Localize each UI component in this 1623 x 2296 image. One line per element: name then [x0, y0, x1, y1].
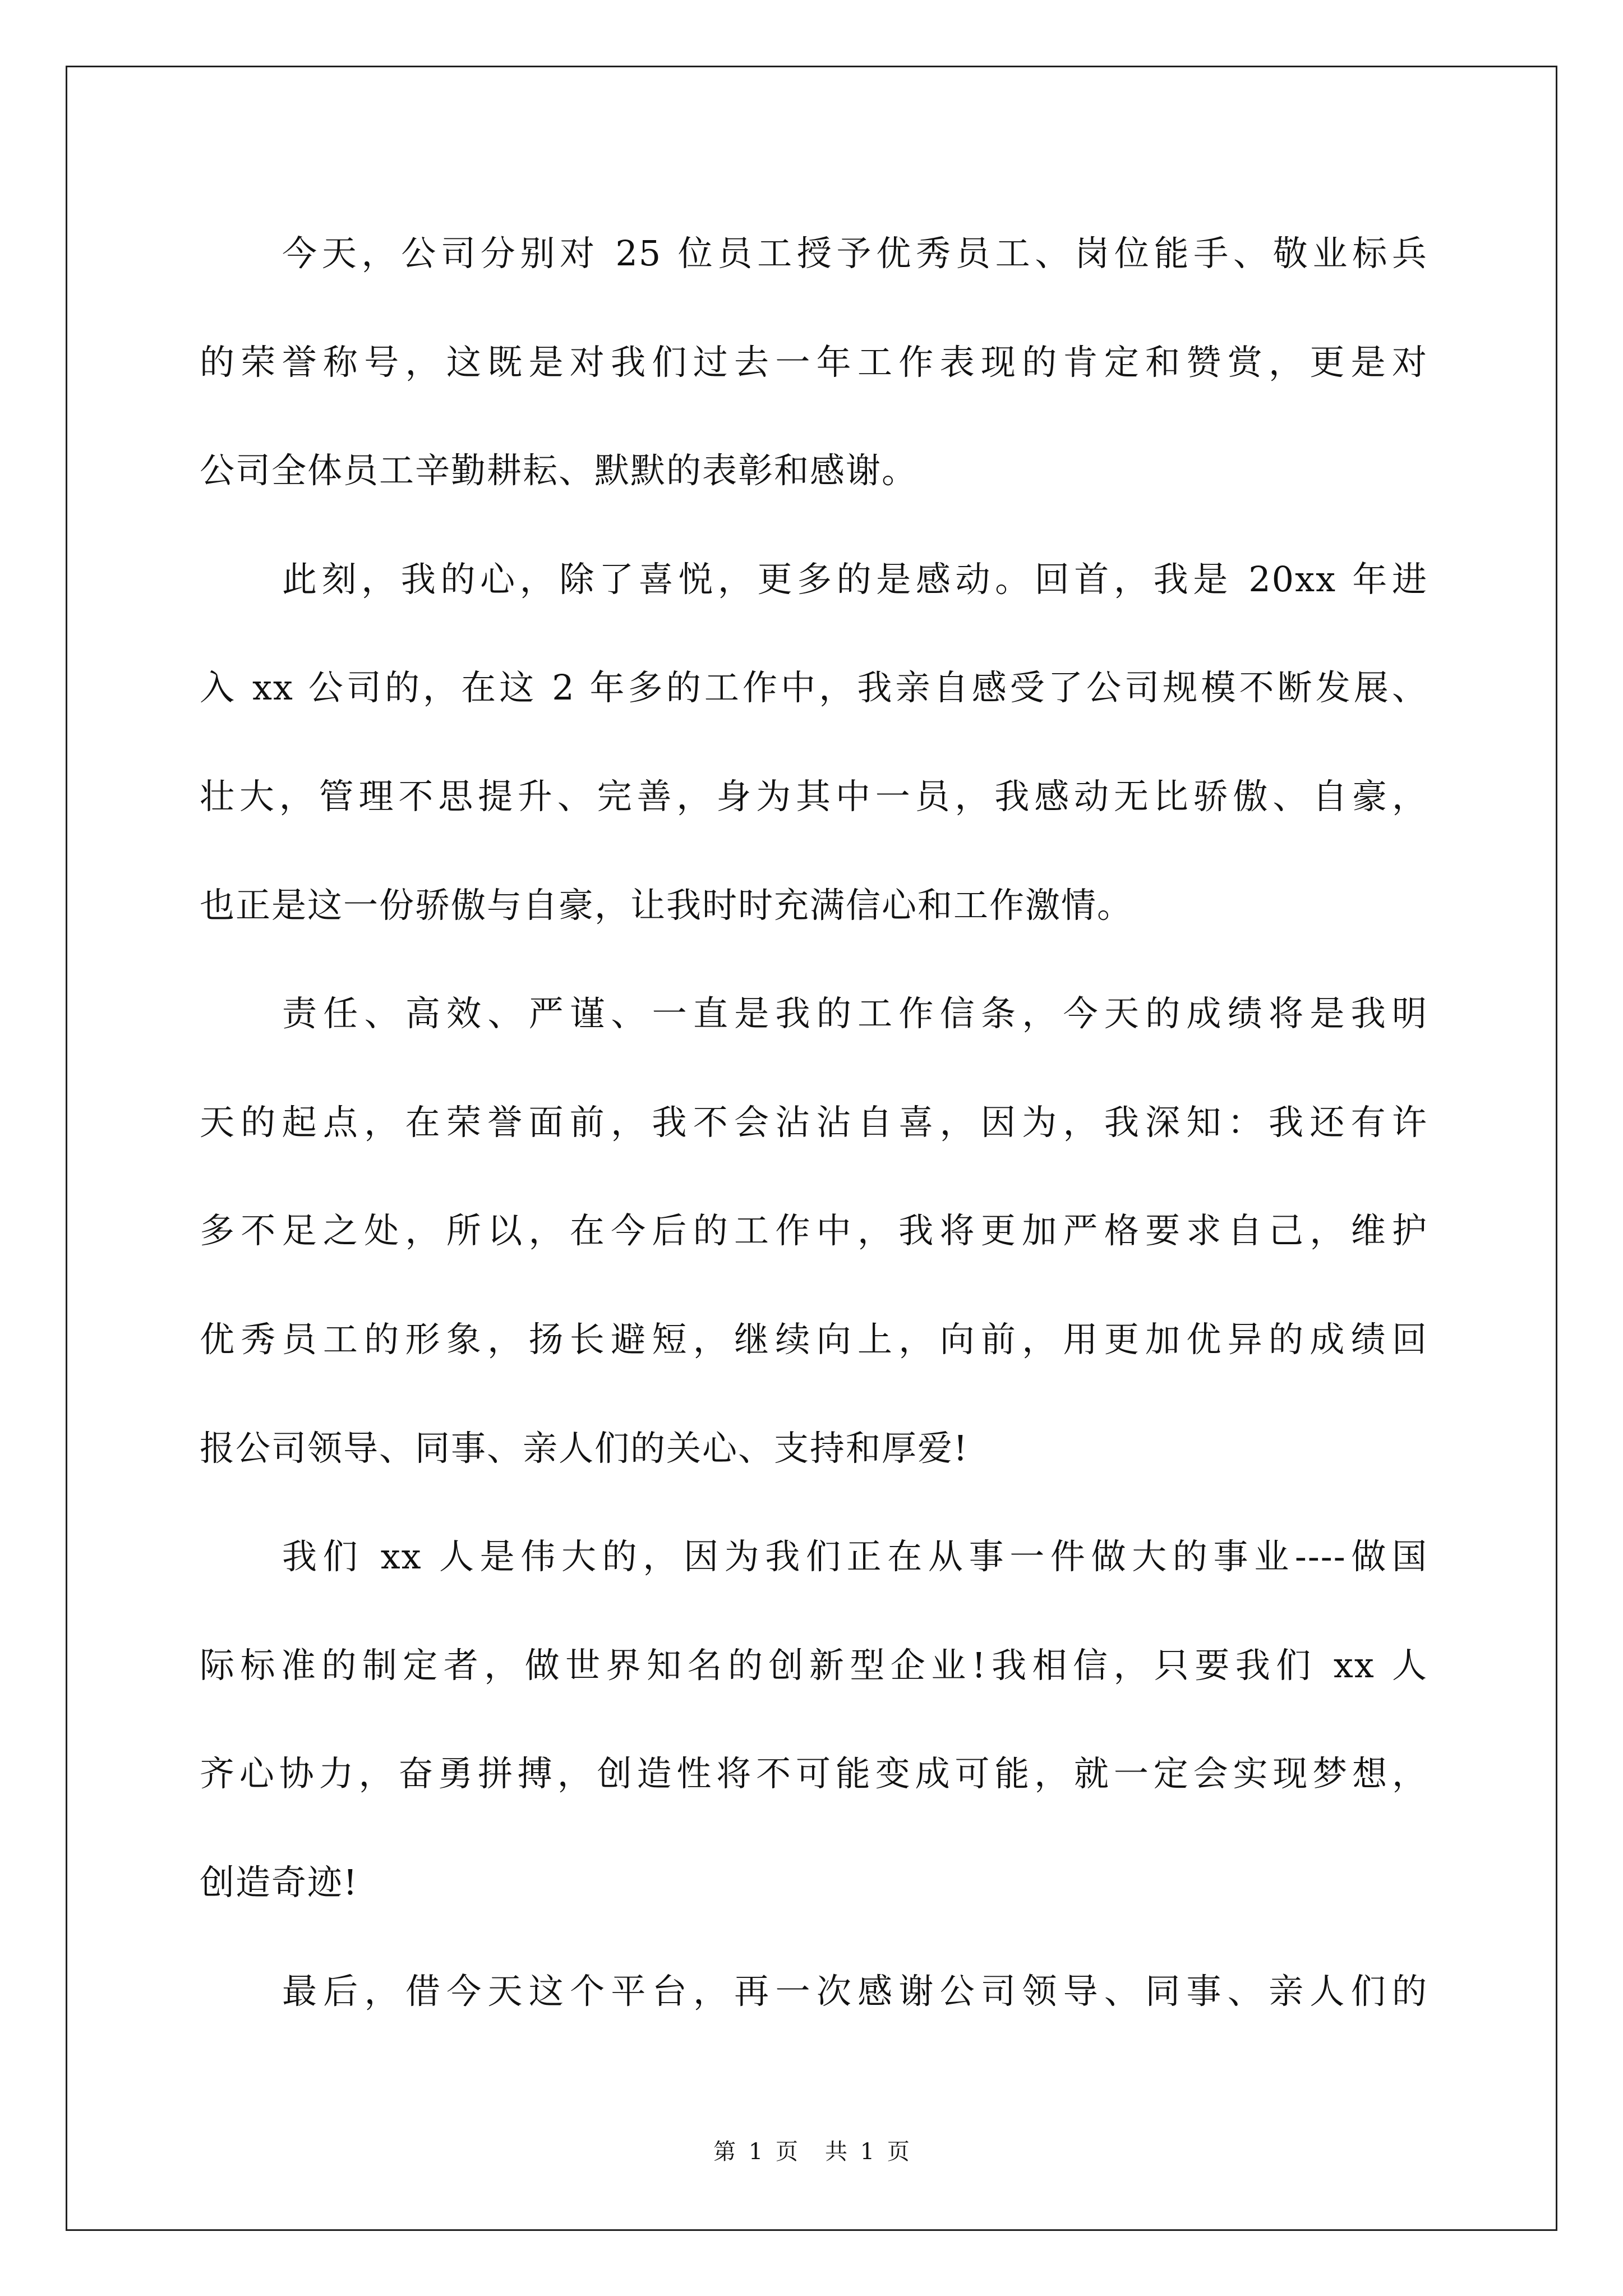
text-line: 我们 xx 人是伟大的，因为我们正在从事一件做大的事业----做国	[282, 1536, 1428, 1577]
text-line: 此刻，我的心，除了喜悦，更多的是感动。回首，我是 20xx 年进	[282, 558, 1428, 600]
text-line: 多不足之处，所以，在今后的工作中，我将更加严格要求自己，维护	[200, 1210, 1428, 1251]
text-line: 最后，借今天这个平台，再一次感谢公司领导、同事、亲人们的	[282, 1970, 1428, 2012]
text-line: 创造奇迹!	[200, 1861, 358, 1903]
text-line: 也正是这一份骄傲与自豪，让我时时充满信心和工作激情。	[200, 884, 1133, 926]
text-line: 的荣誉称号，这既是对我们过去一年工作表现的肯定和赞赏，更是对	[200, 341, 1428, 383]
text-line: 优秀员工的形象，扬长避短，继续向上，向前，用更加优异的成绩回	[200, 1318, 1428, 1360]
page-number-current: 第 1 页	[713, 2139, 798, 2165]
text-line: 公司全体员工辛勤耕耘、默默的表彰和感谢。	[200, 450, 918, 491]
text-line: 入 xx 公司的，在这 2 年多的工作中，我亲自感受了公司规模不断发展、	[200, 667, 1428, 708]
text-line: 齐心协力，奋勇拼搏，创造性将不可能变成可能，就一定会实现梦想，	[200, 1753, 1428, 1795]
text-line: 天的起点，在荣誉面前，我不会沾沾自喜，因为，我深知：我还有许	[200, 1101, 1428, 1143]
text-line: 壮大，管理不思提升、完善，身为其中一员，我感动无比骄傲、自豪，	[200, 775, 1428, 817]
document-body	[200, 199, 1428, 2045]
text-line: 际标准的制定者，做世界知名的创新型企业!我相信，只要我们 xx 人	[200, 1644, 1428, 1686]
text-line: 报公司领导、同事、亲人们的关心、支持和厚爱!	[200, 1427, 969, 1469]
text-line: 今天，公司分别对 25 位员工授予优秀员工、岗位能手、敬业标兵	[282, 233, 1428, 274]
text-line: 责任、高效、严谨、一直是我的工作信条，今天的成绩将是我明	[282, 993, 1428, 1034]
page-footer	[0, 2136, 1623, 2168]
page-number-total: 共 1 页	[825, 2139, 910, 2165]
